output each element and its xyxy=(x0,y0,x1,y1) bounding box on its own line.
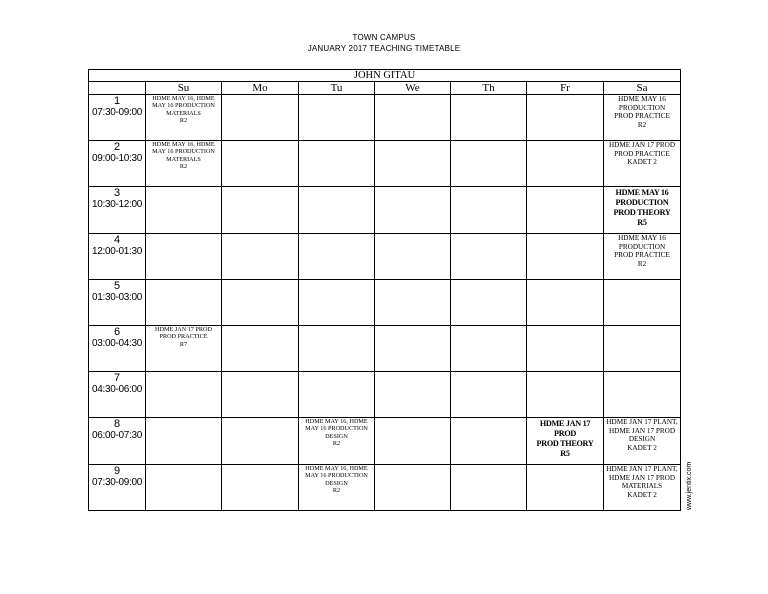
class-entry-line: R7 xyxy=(179,340,188,348)
class-entry-line: HDME JAN 17 PLANT, xyxy=(606,465,678,473)
class-entry-line: KADET 2 xyxy=(627,490,657,499)
period-label xyxy=(89,234,146,280)
period-number: 2 xyxy=(113,141,121,153)
class-entry-su xyxy=(146,326,222,372)
period-label xyxy=(89,280,146,326)
period-row xyxy=(89,95,681,141)
slot-cell-mo xyxy=(222,418,299,465)
slot-cell-th xyxy=(451,326,527,372)
period-label xyxy=(89,418,146,465)
slot-cell-tu xyxy=(299,234,375,280)
class-entry-line: PROD xyxy=(554,429,576,438)
class-entry-line: R2 xyxy=(179,117,188,125)
class-entry-line: MATERIALS xyxy=(166,155,201,163)
slot-cell-tu xyxy=(299,372,375,418)
class-entry-line: PROD PRACTICE xyxy=(614,251,670,260)
period-time: 07:30-09:00 xyxy=(91,477,143,488)
day-header-tu: Tu xyxy=(299,82,375,95)
class-entry-line: HDME MAY 16, HDME xyxy=(152,141,215,148)
class-entry-line: R5 xyxy=(560,449,570,458)
slot-cell-sa xyxy=(604,326,681,372)
period-time: 01:30-03:00 xyxy=(91,292,143,303)
class-entry-sa xyxy=(604,141,681,187)
class-entry-sa xyxy=(604,418,681,465)
class-entry-line: HDME JAN 17 xyxy=(539,419,591,428)
slot-cell-fr xyxy=(527,372,604,418)
period-number: 3 xyxy=(113,187,121,199)
slot-cell-we xyxy=(375,280,451,326)
class-entry-line: HDME MAY 16, HDME xyxy=(305,465,368,472)
period-row xyxy=(89,187,681,234)
day-header-fr: Fr xyxy=(527,82,604,95)
class-entry-line: PRODUCTION xyxy=(618,242,666,251)
class-entry-line: KADET 2 xyxy=(627,158,657,167)
class-entry-line: HDME JAN 17 PROD xyxy=(608,141,676,149)
class-entry-line: HDME JAN 17 PROD xyxy=(608,426,676,435)
day-header-mo: Mo xyxy=(222,82,299,95)
period-row xyxy=(89,141,681,187)
slot-cell-th xyxy=(451,465,527,511)
period-time: 06:00-07:30 xyxy=(91,430,143,441)
period-number: 6 xyxy=(113,326,121,338)
class-entry-line: HDME JAN 17 PROD xyxy=(608,473,676,482)
slot-cell-we xyxy=(375,95,451,141)
slot-cell-fr xyxy=(527,234,604,280)
period-row xyxy=(89,418,681,465)
class-entry-su xyxy=(146,141,222,187)
day-header-su: Su xyxy=(146,82,222,95)
slot-cell-mo xyxy=(222,280,299,326)
class-entry-line: PRODUCTION xyxy=(618,103,666,112)
slot-cell-we xyxy=(375,465,451,511)
slot-cell-th xyxy=(451,234,527,280)
period-time: 09:00-10:30 xyxy=(91,153,143,164)
slot-cell-th xyxy=(451,95,527,141)
slot-cell-we xyxy=(375,141,451,187)
period-row xyxy=(89,234,681,280)
period-number: 8 xyxy=(113,418,121,430)
class-entry-line: DESIGN xyxy=(628,435,656,444)
slot-cell-fr xyxy=(527,95,604,141)
class-entry-line: R2 xyxy=(637,259,647,268)
period-label xyxy=(89,372,146,418)
period-label xyxy=(89,465,146,511)
period-row xyxy=(89,280,681,326)
slot-cell-sa xyxy=(604,280,681,326)
slot-cell-su xyxy=(146,280,222,326)
slot-cell-th xyxy=(451,187,527,234)
class-entry-line: DESIGN xyxy=(325,432,348,440)
class-entry-sa xyxy=(604,95,681,141)
class-entry-line: HDME JAN 17 PLANT, xyxy=(606,418,678,426)
class-entry-line: MAY 16 PRODUCTION xyxy=(152,102,215,110)
class-entry-line: R2 xyxy=(179,163,188,171)
class-entry-line: HDME MAY 16, HDME xyxy=(305,418,368,425)
class-entry-line: R2 xyxy=(332,440,341,448)
period-row xyxy=(89,465,681,511)
day-header-sa: Sa xyxy=(604,82,681,95)
slot-cell-fr xyxy=(527,326,604,372)
slot-cell-su xyxy=(146,187,222,234)
period-time: 03:00-04:30 xyxy=(91,338,143,349)
class-entry-line: HDME JAN 17 PROD xyxy=(155,326,212,333)
slot-cell-mo xyxy=(222,95,299,141)
class-entry-fr xyxy=(527,418,604,465)
class-entry-line: HDME MAY 16 xyxy=(615,188,669,197)
class-entry-line: R2 xyxy=(332,487,341,495)
slot-cell-su xyxy=(146,465,222,511)
corner-cell xyxy=(89,82,146,95)
day-header-row xyxy=(89,82,681,95)
slot-cell-we xyxy=(375,187,451,234)
class-entry-line: PROD PRACTICE xyxy=(614,149,670,158)
class-entry-line: MATERIALS xyxy=(166,109,201,117)
campus-title: TOWN CAMPUS xyxy=(352,33,416,42)
slot-cell-mo xyxy=(222,234,299,280)
slot-cell-su xyxy=(146,418,222,465)
timetable xyxy=(88,69,681,511)
slot-cell-th xyxy=(451,372,527,418)
period-time: 07:30-09:00 xyxy=(91,107,143,118)
class-entry-line: R2 xyxy=(637,120,647,129)
slot-cell-th xyxy=(451,418,527,465)
period-number: 1 xyxy=(113,95,121,107)
slot-cell-tu xyxy=(299,326,375,372)
slot-cell-fr xyxy=(527,187,604,234)
class-entry-line: HDME MAY 16, HDME xyxy=(152,95,215,102)
slot-cell-tu xyxy=(299,187,375,234)
period-time: 12:00-01:30 xyxy=(91,246,143,257)
slot-cell-th xyxy=(451,280,527,326)
class-entry-line: PRODUCTION xyxy=(615,198,669,207)
class-entry-sa xyxy=(604,234,681,280)
period-number: 7 xyxy=(113,372,121,384)
class-entry-line: MAY 16 PRODUCTION xyxy=(152,148,215,156)
slot-cell-we xyxy=(375,418,451,465)
day-header-we: We xyxy=(375,82,451,95)
class-entry-tu xyxy=(299,418,375,465)
class-entry-line: DESIGN xyxy=(325,479,348,487)
period-row xyxy=(89,372,681,418)
period-number: 9 xyxy=(113,465,121,477)
period-number: 5 xyxy=(113,280,121,292)
class-entry-line: MAY 16 PRODUCTION xyxy=(305,425,368,433)
class-entry-line: MATERIALS xyxy=(621,482,663,491)
slot-cell-we xyxy=(375,372,451,418)
class-entry-line: PROD PRACTICE xyxy=(614,112,670,121)
slot-cell-mo xyxy=(222,372,299,418)
day-header-th: Th xyxy=(451,82,527,95)
slot-cell-tu xyxy=(299,95,375,141)
watermark: www.jentix.com xyxy=(686,461,693,510)
slot-cell-sa xyxy=(604,372,681,418)
timetable-title: JANUARY 2017 TEACHING TIMETABLE xyxy=(307,44,461,53)
slot-cell-we xyxy=(375,234,451,280)
class-entry-sa xyxy=(604,465,681,511)
slot-cell-mo xyxy=(222,187,299,234)
class-entry-line: PROD PRACTICE xyxy=(159,333,208,341)
slot-cell-fr xyxy=(527,280,604,326)
period-row xyxy=(89,326,681,372)
period-label xyxy=(89,187,146,234)
slot-cell-su xyxy=(146,234,222,280)
period-label xyxy=(89,326,146,372)
class-entry-sa xyxy=(604,187,681,234)
slot-cell-we xyxy=(375,326,451,372)
slot-cell-mo xyxy=(222,141,299,187)
class-entry-line: HDME MAY 16 xyxy=(618,95,666,103)
slot-cell-th xyxy=(451,141,527,187)
class-entry-line: PROD THEORY xyxy=(613,208,671,217)
slot-cell-fr xyxy=(527,465,604,511)
class-entry-su xyxy=(146,95,222,141)
class-entry-line: KADET 2 xyxy=(627,443,657,452)
slot-cell-fr xyxy=(527,141,604,187)
slot-cell-tu xyxy=(299,280,375,326)
slot-cell-tu xyxy=(299,141,375,187)
class-entry-tu xyxy=(299,465,375,511)
class-entry-line: R5 xyxy=(637,218,647,227)
period-time: 04:30-06:00 xyxy=(91,384,143,395)
period-time: 10:30-12:00 xyxy=(91,199,143,210)
class-entry-line: MAY 16 PRODUCTION xyxy=(305,472,368,480)
teacher-name: JOHN GITAU xyxy=(89,70,681,82)
teacher-row xyxy=(89,70,681,82)
period-number: 4 xyxy=(113,234,121,246)
class-entry-line: HDME MAY 16 xyxy=(618,234,666,242)
period-label xyxy=(89,95,146,141)
class-entry-line: PROD THEORY xyxy=(536,439,594,448)
slot-cell-mo xyxy=(222,465,299,511)
slot-cell-su xyxy=(146,372,222,418)
slot-cell-mo xyxy=(222,326,299,372)
period-label xyxy=(89,141,146,187)
